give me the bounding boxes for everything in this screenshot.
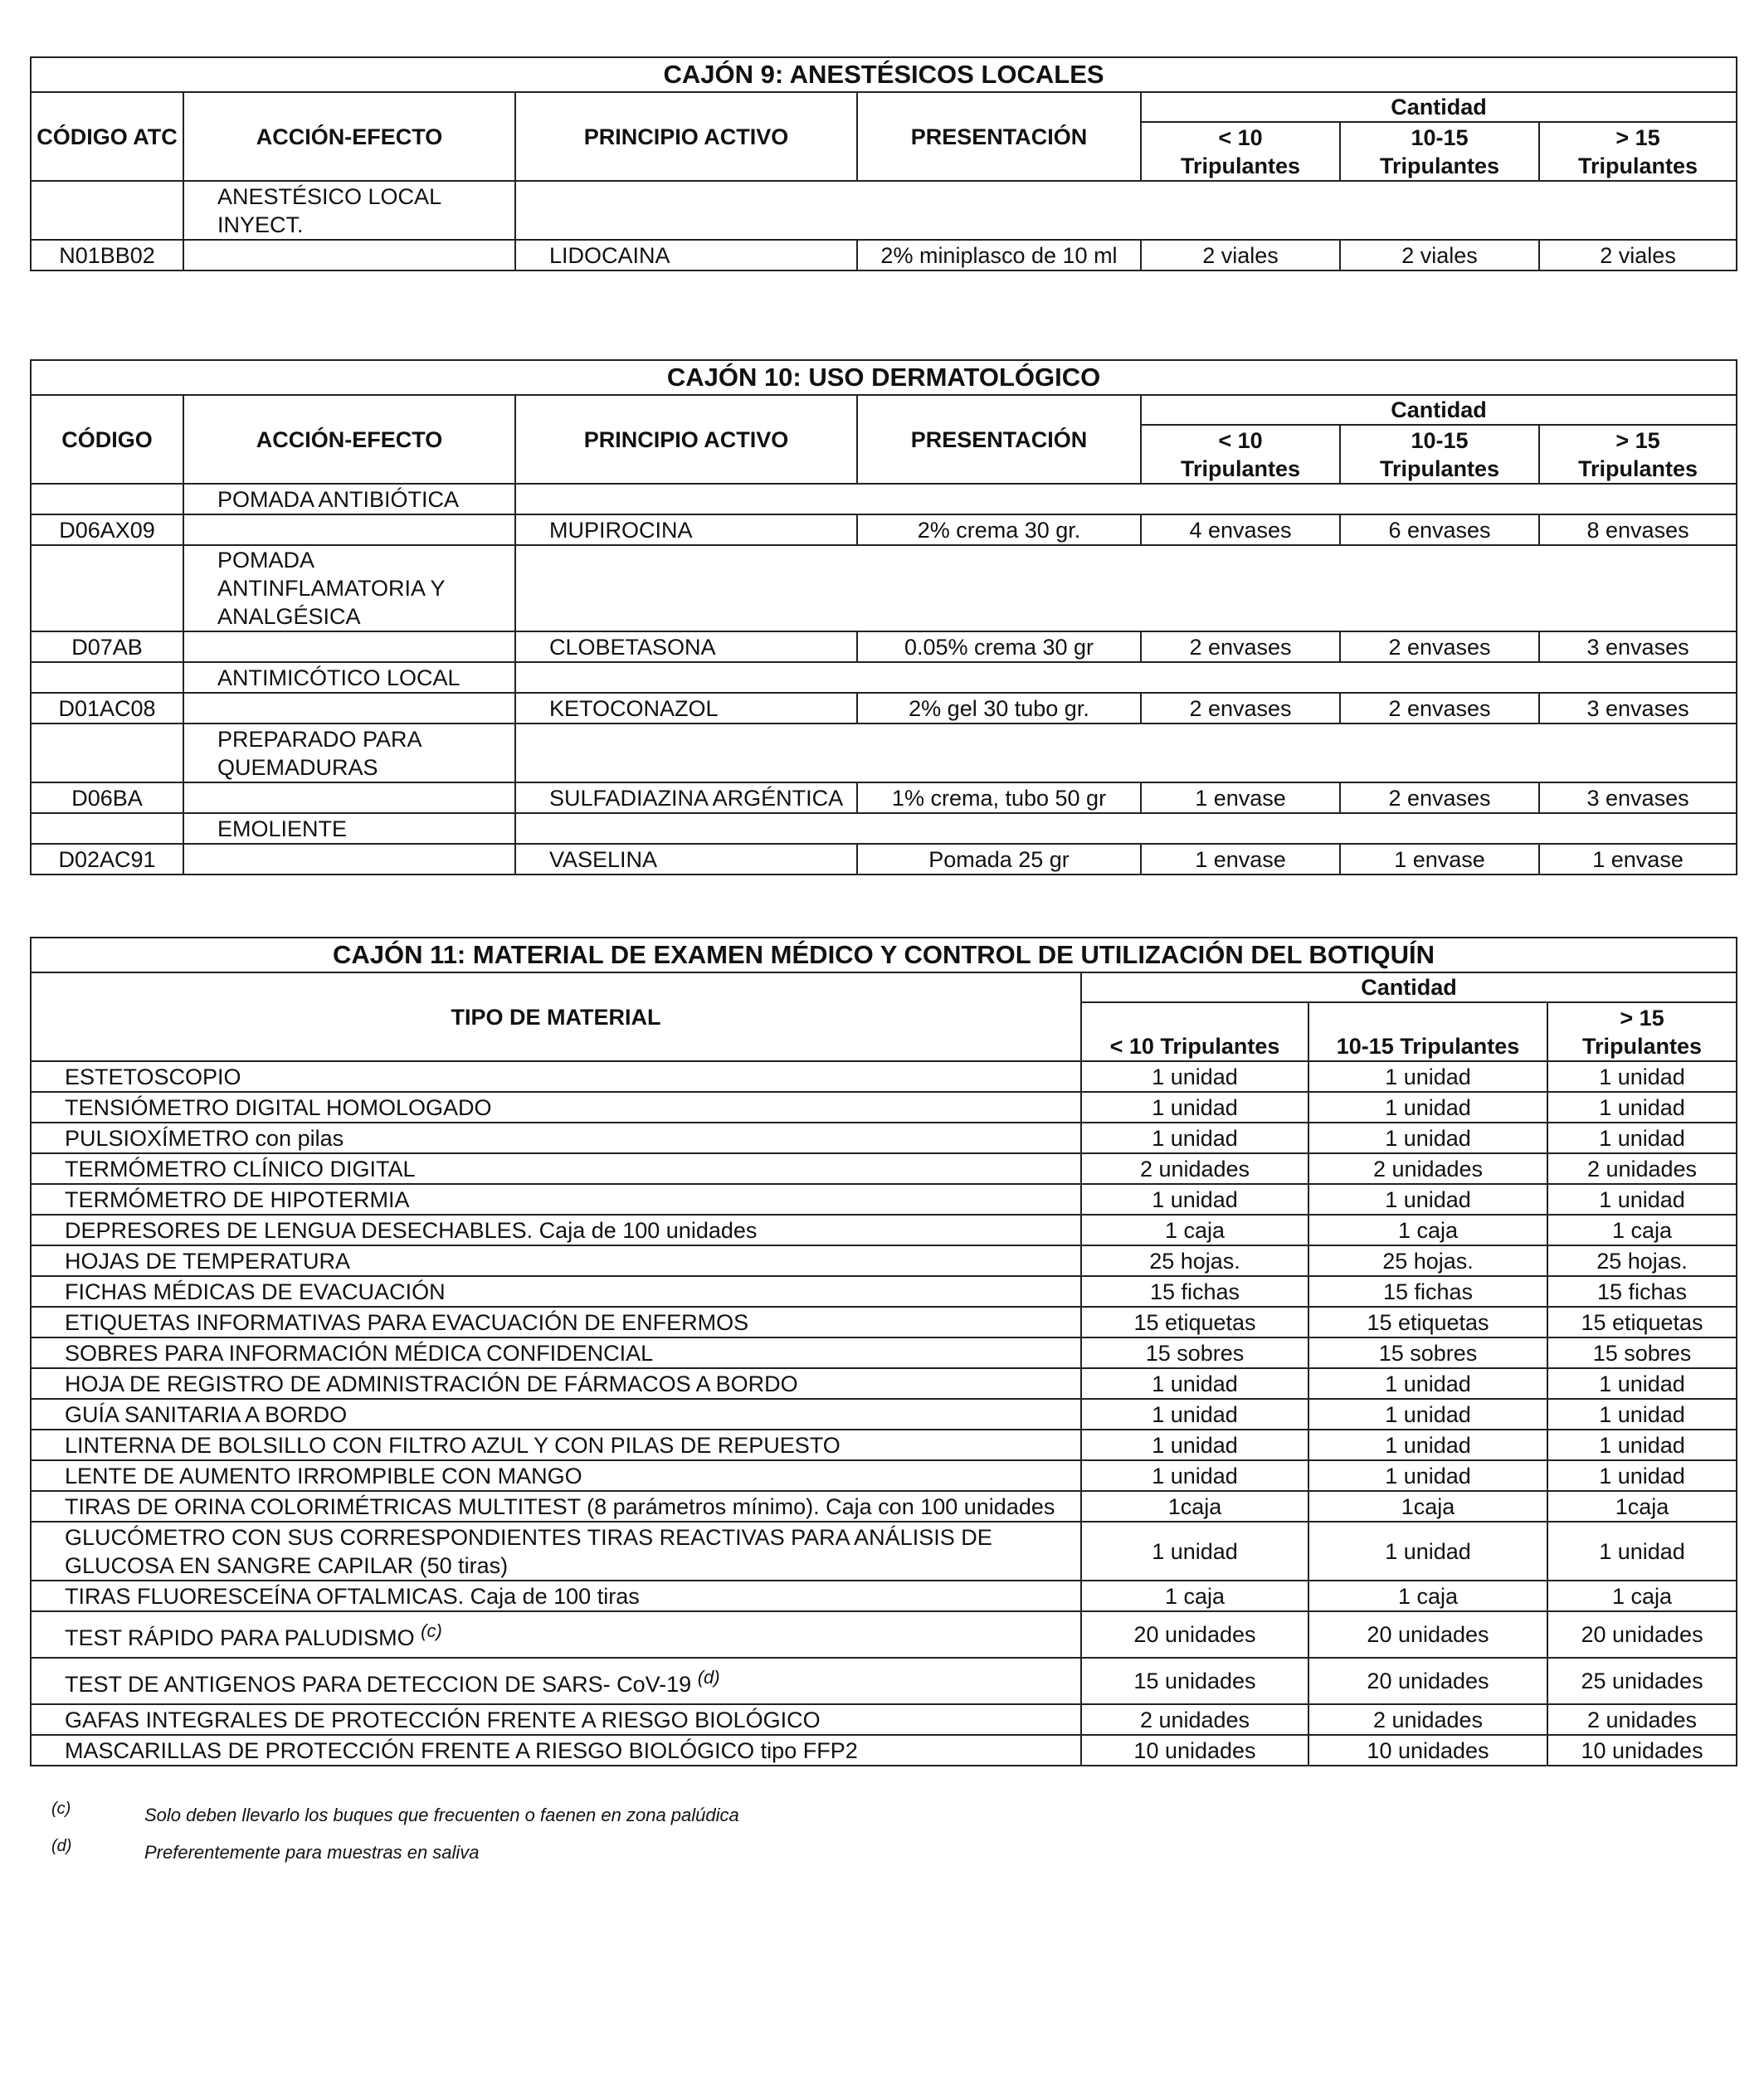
table-row xyxy=(31,631,1737,662)
cell-quantity: 2 viales xyxy=(1141,240,1340,270)
cell-quantity: 1 unidad xyxy=(1308,1368,1547,1399)
cell-empty xyxy=(183,782,515,813)
cell-material xyxy=(31,1491,1081,1522)
cell-action-effect: POMADA ANTINFLAMATORIA Y ANALGÉSICA xyxy=(183,545,515,631)
cell-quantity: 1 unidad xyxy=(1081,1522,1308,1581)
cell-empty xyxy=(31,484,183,514)
cell-quantity: 1caja xyxy=(1081,1491,1308,1522)
table-row xyxy=(31,1460,1737,1491)
cell-material xyxy=(31,1153,1081,1184)
cell-quantity: 25 hojas. xyxy=(1547,1245,1737,1276)
material-name: LINTERNA DE BOLSILLO CON FILTRO AZUL Y CON PILAS DE REPUESTO xyxy=(65,1432,841,1458)
cell-quantity: 1 unidad xyxy=(1081,1460,1308,1491)
cell-empty xyxy=(31,545,183,631)
cell-quantity: 1 unidad xyxy=(1547,1368,1737,1399)
footnote-text: Solo deben llevarlo los buques que frecuenten o faenen en zona palúdica xyxy=(144,1805,739,1825)
cell-quantity: 2 envases xyxy=(1141,693,1340,724)
cell-quantity: 1 unidad xyxy=(1308,1092,1547,1123)
table-row xyxy=(31,1276,1737,1307)
table-row xyxy=(31,693,1737,724)
cell-quantity: 1 unidad xyxy=(1308,1430,1547,1460)
footnote-ref: (d) xyxy=(697,1667,720,1688)
table-row xyxy=(31,1611,1737,1658)
material-name: TEST RÁPIDO PARA PALUDISMO xyxy=(65,1625,415,1650)
cell-presentation: 1% crema, tubo 50 gr xyxy=(857,782,1141,813)
cell-presentation: 2% crema 30 gr. xyxy=(857,514,1141,545)
material-name: SOBRES PARA INFORMACIÓN MÉDICA CONFIDENCIAL xyxy=(65,1340,654,1366)
footnote-ref: (c) xyxy=(421,1620,442,1641)
cell-quantity: 1 unidad xyxy=(1308,1061,1547,1092)
table-row xyxy=(31,1337,1737,1368)
cell-quantity: 2 unidades xyxy=(1308,1153,1547,1184)
cell-quantity: 1 envase xyxy=(1141,782,1340,813)
cell-material xyxy=(31,1368,1081,1399)
cell-quantity: 2 viales xyxy=(1340,240,1539,270)
table-row xyxy=(31,240,1737,270)
cell-empty xyxy=(515,662,1737,693)
footnote-mark: (c) xyxy=(51,1800,71,1818)
cell-quantity: 1caja xyxy=(1547,1491,1737,1522)
cell-quantity: 2 unidades xyxy=(1547,1153,1737,1184)
table-row xyxy=(31,1581,1737,1611)
cell-quantity: 1 caja xyxy=(1308,1581,1547,1611)
cell-quantity: 1 unidad xyxy=(1547,1399,1737,1430)
cell-quantity: 15 sobres xyxy=(1081,1337,1308,1368)
cell-quantity: 15 etiquetas xyxy=(1308,1307,1547,1337)
col-header-code: CÓDIGO xyxy=(31,395,183,484)
cell-quantity: 15 etiquetas xyxy=(1547,1307,1737,1337)
cell-quantity: 15 fichas xyxy=(1308,1276,1547,1307)
cell-quantity: 25 unidades xyxy=(1547,1658,1737,1704)
col-header-action: ACCIÓN-EFECTO xyxy=(183,92,515,181)
cell-quantity: 1 caja xyxy=(1081,1215,1308,1245)
table-row xyxy=(31,1658,1737,1704)
cell-quantity: 1 unidad xyxy=(1308,1184,1547,1215)
table-row xyxy=(31,1704,1737,1735)
cell-quantity: 15 fichas xyxy=(1081,1276,1308,1307)
cell-empty xyxy=(515,813,1737,844)
cell-quantity: 2 envases xyxy=(1340,782,1539,813)
cell-material xyxy=(31,1611,1081,1658)
table-row xyxy=(31,1092,1737,1123)
cell-principle: CLOBETASONA xyxy=(515,631,857,662)
cell-code: D06BA xyxy=(31,782,183,813)
cell-empty xyxy=(183,631,515,662)
table-row xyxy=(31,1522,1737,1581)
cell-material xyxy=(31,1276,1081,1307)
table-row xyxy=(31,782,1737,813)
col-header-presentation: PRESENTACIÓN xyxy=(857,395,1141,484)
cell-quantity: 15 fichas xyxy=(1547,1276,1737,1307)
cell-material xyxy=(31,1581,1081,1611)
cell-material xyxy=(31,1704,1081,1735)
cell-quantity: 2 envases xyxy=(1340,693,1539,724)
cell-quantity: 3 envases xyxy=(1539,693,1737,724)
table-row xyxy=(31,514,1737,545)
cell-quantity: 1 unidad xyxy=(1081,1092,1308,1123)
table-row xyxy=(31,1491,1737,1522)
cell-material xyxy=(31,1658,1081,1704)
material-name: TERMÓMETRO DE HIPOTERMIA xyxy=(65,1186,410,1212)
table-row xyxy=(31,1123,1737,1153)
table-body xyxy=(31,181,1737,270)
material-name: FICHAS MÉDICAS DE EVACUACIÓN xyxy=(65,1279,446,1304)
cell-quantity: 10 unidades xyxy=(1081,1735,1308,1766)
cell-quantity: 2 unidades xyxy=(1308,1704,1547,1735)
cell-quantity: 1 envase xyxy=(1539,844,1737,875)
cell-principle: VASELINA xyxy=(515,844,857,875)
cell-quantity: 8 envases xyxy=(1539,514,1737,545)
cell-material xyxy=(31,1399,1081,1430)
material-name: HOJAS DE TEMPERATURA xyxy=(65,1248,351,1274)
cell-action-effect: PREPARADO PARA QUEMADURAS xyxy=(183,724,515,782)
cell-quantity: 1 unidad xyxy=(1081,1399,1308,1430)
cell-code: D02AC91 xyxy=(31,844,183,875)
table-title: CAJÓN 10: USO DERMATOLÓGICO xyxy=(31,360,1737,395)
cell-quantity: 1 envase xyxy=(1340,844,1539,875)
cell-material xyxy=(31,1092,1081,1123)
cell-presentation: 2% miniplasco de 10 ml xyxy=(857,240,1141,270)
col-header-material-type: TIPO DE MATERIAL xyxy=(31,972,1081,1061)
cell-quantity: 1 caja xyxy=(1547,1581,1737,1611)
cell-action-effect: ANTIMICÓTICO LOCAL xyxy=(183,662,515,693)
table-body xyxy=(31,1061,1737,1766)
col-header-lt10: < 10 Tripulantes xyxy=(1081,1002,1308,1061)
footnote-mark: (d) xyxy=(51,1837,72,1855)
cell-quantity: 1 unidad xyxy=(1081,1123,1308,1153)
col-header-principle: PRINCIPIO ACTIVO xyxy=(515,395,857,484)
cell-quantity: 1 caja xyxy=(1081,1581,1308,1611)
col-header-lt10: < 10 Tripulantes xyxy=(1141,122,1340,181)
table-row xyxy=(31,1307,1737,1337)
cell-quantity: 1 unidad xyxy=(1081,1430,1308,1460)
col-header-quantity: Cantidad xyxy=(1141,395,1737,425)
cell-quantity: 20 unidades xyxy=(1308,1658,1547,1704)
cell-material xyxy=(31,1184,1081,1215)
cell-code: D06AX09 xyxy=(31,514,183,545)
cell-quantity: 20 unidades xyxy=(1081,1611,1308,1658)
cell-empty xyxy=(31,813,183,844)
cell-material xyxy=(31,1307,1081,1337)
cell-quantity: 1 unidad xyxy=(1547,1522,1737,1581)
material-name: HOJA DE REGISTRO DE ADMINISTRACIÓN DE FÁRMACOS A BORDO xyxy=(65,1371,798,1396)
col-header-10-15: 10-15 Tripulantes xyxy=(1340,425,1539,484)
cell-quantity: 15 unidades xyxy=(1081,1658,1308,1704)
cell-empty xyxy=(183,240,515,270)
table-cajon-9 xyxy=(30,56,1737,271)
cell-quantity: 1 unidad xyxy=(1308,1522,1547,1581)
cell-quantity: 1 unidad xyxy=(1308,1460,1547,1491)
cell-presentation: Pomada 25 gr xyxy=(857,844,1141,875)
cell-code: D01AC08 xyxy=(31,693,183,724)
cell-action-effect: ANESTÉSICO LOCAL INYECT. xyxy=(183,181,515,240)
table-row xyxy=(31,1245,1737,1276)
cell-empty xyxy=(31,662,183,693)
material-name: TERMÓMETRO CLÍNICO DIGITAL xyxy=(65,1156,416,1181)
cell-quantity: 2 envases xyxy=(1340,631,1539,662)
cell-quantity: 1 envase xyxy=(1141,844,1340,875)
cell-material xyxy=(31,1245,1081,1276)
col-header-code: CÓDIGO ATC xyxy=(31,92,183,181)
material-name: TENSIÓMETRO DIGITAL HOMOLOGADO xyxy=(65,1094,492,1120)
cell-material xyxy=(31,1735,1081,1766)
material-name: DEPRESORES DE LENGUA DESECHABLES. Caja de 100 unidades xyxy=(65,1217,758,1243)
cell-quantity: 25 hojas. xyxy=(1081,1245,1308,1276)
col-header-lt10: < 10 Tripulantes xyxy=(1141,425,1340,484)
cell-quantity: 1 unidad xyxy=(1308,1123,1547,1153)
cell-principle: KETOCONAZOL xyxy=(515,693,857,724)
table-cajon-11 xyxy=(30,937,1737,1766)
table-row-action xyxy=(31,545,1737,631)
cell-code: N01BB02 xyxy=(31,240,183,270)
table-cajon-10 xyxy=(30,359,1737,875)
cell-principle: MUPIROCINA xyxy=(515,514,857,545)
cell-principle: SULFADIAZINA ARGÉNTICA xyxy=(515,782,857,813)
cell-presentation: 2% gel 30 tubo gr. xyxy=(857,693,1141,724)
footnote-text: Preferentemente para muestras en saliva xyxy=(144,1842,480,1863)
cell-quantity: 10 unidades xyxy=(1547,1735,1737,1766)
cell-principle: LIDOCAINA xyxy=(515,240,857,270)
cell-material xyxy=(31,1460,1081,1491)
cell-material xyxy=(31,1430,1081,1460)
cell-quantity: 25 hojas. xyxy=(1308,1245,1547,1276)
cell-material xyxy=(31,1061,1081,1092)
cell-empty xyxy=(515,545,1737,631)
col-header-quantity: Cantidad xyxy=(1141,92,1737,122)
col-header-gt15: > 15 Tripulantes xyxy=(1539,122,1737,181)
cell-quantity: 1 caja xyxy=(1547,1215,1737,1245)
table-row xyxy=(31,1399,1737,1430)
cell-quantity: 20 unidades xyxy=(1547,1611,1737,1658)
cell-quantity: 1 unidad xyxy=(1547,1184,1737,1215)
material-name: TIRAS DE ORINA COLORIMÉTRICAS MULTITEST (8 parámetros mínimo). Caja con 100 unidades xyxy=(65,1493,1055,1519)
cell-quantity: 1 unidad xyxy=(1081,1061,1308,1092)
cell-empty xyxy=(183,514,515,545)
cell-empty xyxy=(515,181,1737,240)
table-row-action xyxy=(31,724,1737,782)
material-name: ETIQUETAS INFORMATIVAS PARA EVACUACIÓN DE ENFERMOS xyxy=(65,1309,749,1335)
material-name: TIRAS FLUORESCEÍNA OFTALMICAS. Caja de 100 tiras xyxy=(65,1583,640,1609)
cell-action-effect: EMOLIENTE xyxy=(183,813,515,844)
cell-quantity: 1 unidad xyxy=(1081,1368,1308,1399)
cell-quantity: 1 caja xyxy=(1308,1215,1547,1245)
material-name: GLUCÓMETRO CON SUS CORRESPONDIENTES TIRAS REACTIVAS PARA ANÁLISIS DE GLUCOSA EN SANGRE CAPILAR (50 tiras) xyxy=(65,1524,992,1578)
cell-quantity: 1 unidad xyxy=(1547,1460,1737,1491)
table-row-action xyxy=(31,484,1737,514)
table-row xyxy=(31,844,1737,875)
cell-quantity: 20 unidades xyxy=(1308,1611,1547,1658)
col-header-quantity: Cantidad xyxy=(1081,972,1737,1002)
col-header-10-15: 10-15 Tripulantes xyxy=(1340,122,1539,181)
material-name: MASCARILLAS DE PROTECCIÓN FRENTE A RIESGO BIOLÓGICO tipo FFP2 xyxy=(65,1737,858,1763)
cell-quantity: 2 unidades xyxy=(1081,1153,1308,1184)
col-header-gt15: > 15 Tripulantes xyxy=(1539,425,1737,484)
table-row xyxy=(31,1184,1737,1215)
col-header-principle: PRINCIPIO ACTIVO xyxy=(515,92,857,181)
cell-quantity: 1 unidad xyxy=(1547,1092,1737,1123)
cell-quantity: 2 unidades xyxy=(1081,1704,1308,1735)
col-header-10-15: 10-15 Tripulantes xyxy=(1308,1002,1547,1061)
cell-quantity: 1 unidad xyxy=(1547,1123,1737,1153)
cell-quantity: 1 unidad xyxy=(1081,1184,1308,1215)
col-header-presentation: PRESENTACIÓN xyxy=(857,92,1141,181)
material-name: PULSIOXÍMETRO con pilas xyxy=(65,1125,344,1151)
material-name: LENTE DE AUMENTO IRROMPIBLE CON MANGO xyxy=(65,1463,582,1488)
table-row xyxy=(31,1735,1737,1766)
cell-quantity: 3 envases xyxy=(1539,631,1737,662)
col-header-action: ACCIÓN-EFECTO xyxy=(183,395,515,484)
cell-quantity: 1 unidad xyxy=(1547,1430,1737,1460)
cell-quantity: 1 unidad xyxy=(1547,1061,1737,1092)
cell-presentation: 0.05% crema 30 gr xyxy=(857,631,1141,662)
cell-quantity: 6 envases xyxy=(1340,514,1539,545)
cell-quantity: 1 unidad xyxy=(1308,1399,1547,1430)
table-row xyxy=(31,1215,1737,1245)
cell-material xyxy=(31,1337,1081,1368)
table-row xyxy=(31,1430,1737,1460)
col-header-gt15: > 15 Tripulantes xyxy=(1547,1002,1737,1061)
cell-empty xyxy=(183,693,515,724)
cell-empty xyxy=(183,844,515,875)
material-name: TEST DE ANTIGENOS PARA DETECCION DE SARS- CoV-19 xyxy=(65,1672,692,1697)
table-row xyxy=(31,1153,1737,1184)
cell-empty xyxy=(31,181,183,240)
table-title: CAJÓN 11: MATERIAL DE EXAMEN MÉDICO Y CONTROL DE UTILIZACIÓN DEL BOTIQUÍN xyxy=(31,938,1737,972)
cell-empty xyxy=(515,484,1737,514)
cell-quantity: 1caja xyxy=(1308,1491,1547,1522)
table-row-action xyxy=(31,181,1737,240)
cell-quantity: 15 sobres xyxy=(1308,1337,1547,1368)
cell-quantity: 2 viales xyxy=(1539,240,1737,270)
material-name: ESTETOSCOPIO xyxy=(65,1064,241,1089)
table-title: CAJÓN 9: ANESTÉSICOS LOCALES xyxy=(31,57,1737,92)
cell-quantity: 2 unidades xyxy=(1547,1704,1737,1735)
cell-empty xyxy=(515,724,1737,782)
cell-quantity: 15 sobres xyxy=(1547,1337,1737,1368)
cell-material xyxy=(31,1522,1081,1581)
material-name: GAFAS INTEGRALES DE PROTECCIÓN FRENTE A RIESGO BIOLÓGICO xyxy=(65,1707,821,1732)
cell-quantity: 10 unidades xyxy=(1308,1735,1547,1766)
cell-material xyxy=(31,1123,1081,1153)
cell-quantity: 4 envases xyxy=(1141,514,1340,545)
cell-quantity: 2 envases xyxy=(1141,631,1340,662)
table-row-action xyxy=(31,662,1737,693)
table-row-action xyxy=(31,813,1737,844)
table-row xyxy=(31,1061,1737,1092)
cell-quantity: 3 envases xyxy=(1539,782,1737,813)
cell-code: D07AB xyxy=(31,631,183,662)
material-name: GUÍA SANITARIA A BORDO xyxy=(65,1401,348,1427)
table-body xyxy=(31,484,1737,875)
cell-material xyxy=(31,1215,1081,1245)
table-row xyxy=(31,1368,1737,1399)
cell-empty xyxy=(31,724,183,782)
cell-quantity: 15 etiquetas xyxy=(1081,1307,1308,1337)
cell-action-effect: POMADA ANTIBIÓTICA xyxy=(183,484,515,514)
